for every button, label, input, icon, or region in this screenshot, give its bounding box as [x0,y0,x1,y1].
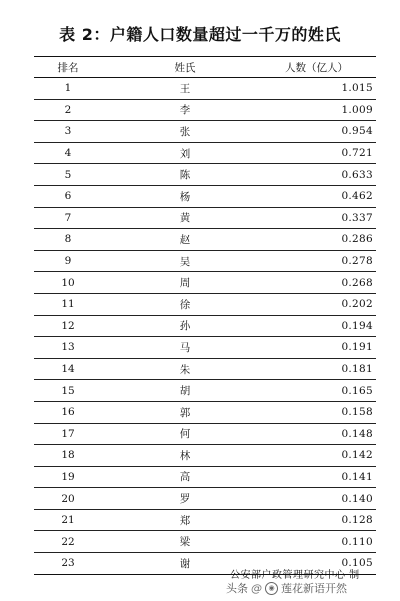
surname-table-container [34,56,376,575]
table-row [34,423,376,445]
table-row [34,207,376,229]
cell-rank: 8 [34,229,102,251]
cell-surname: 林 [102,445,268,467]
cell-rank: 14 [34,358,102,380]
table-row [34,185,376,207]
cell-surname: 周 [102,272,268,294]
table-row [34,272,376,294]
cell-population: 0.202 [268,293,376,315]
cell-surname: 高 [102,466,268,488]
table-row [34,229,376,251]
cell-surname: 孙 [102,315,268,337]
table-row [34,142,376,164]
cell-rank: 22 [34,531,102,553]
cell-surname: 李 [102,99,268,121]
cell-rank: 13 [34,337,102,359]
header-population: 人数（亿人） [268,57,376,78]
watermark-separator: @ [251,581,262,595]
table-row [34,164,376,186]
cell-surname: 徐 [102,293,268,315]
cell-rank: 19 [34,466,102,488]
cell-rank: 9 [34,250,102,272]
cell-rank: 16 [34,401,102,423]
table-row [34,78,376,100]
cell-rank: 18 [34,445,102,467]
table-row [34,466,376,488]
table-body [34,78,376,575]
cell-surname: 胡 [102,380,268,402]
cell-surname: 王 [102,78,268,100]
cell-surname: 梁 [102,531,268,553]
cell-surname: 张 [102,121,268,143]
cell-population: 0.165 [268,380,376,402]
cell-population: 0.191 [268,337,376,359]
cell-surname: 杨 [102,185,268,207]
watermark-author: 莲花新语开然 [281,582,347,595]
watermark [226,580,347,596]
cell-rank: 21 [34,509,102,531]
cell-rank: 2 [34,99,102,121]
table-row [34,509,376,531]
source-credit: 公安部户政管理研究中心 制 [230,570,360,581]
cell-rank: 3 [34,121,102,143]
table-row [34,401,376,423]
table-header-row [34,57,376,78]
table-row [34,445,376,467]
table-row [34,380,376,402]
cell-population: 0.954 [268,121,376,143]
cell-surname: 朱 [102,358,268,380]
cell-population: 0.268 [268,272,376,294]
surname-table [34,56,376,575]
table-row [34,358,376,380]
cell-surname: 黄 [102,207,268,229]
cell-population: 0.286 [268,229,376,251]
cell-population: 1.009 [268,99,376,121]
table-row [34,99,376,121]
cell-surname: 罗 [102,488,268,510]
table-row [34,315,376,337]
cell-rank: 5 [34,164,102,186]
account-icon: ◉ [265,582,278,595]
cell-population: 0.194 [268,315,376,337]
table-row [34,531,376,553]
cell-population: 0.278 [268,250,376,272]
cell-rank: 7 [34,207,102,229]
cell-population: 0.128 [268,509,376,531]
cell-surname: 陈 [102,164,268,186]
table-row [34,293,376,315]
cell-rank: 10 [34,272,102,294]
cell-surname: 吴 [102,250,268,272]
table-row [34,250,376,272]
cell-population: 0.181 [268,358,376,380]
cell-rank: 6 [34,185,102,207]
cell-rank: 1 [34,78,102,100]
cell-population: 0.337 [268,207,376,229]
cell-surname: 赵 [102,229,268,251]
cell-surname: 谢 [102,553,268,575]
watermark-platform: 头条 [226,582,248,595]
cell-population: 0.105 [268,553,376,575]
cell-population: 0.148 [268,423,376,445]
cell-rank: 20 [34,488,102,510]
cell-population: 0.462 [268,185,376,207]
cell-surname: 马 [102,337,268,359]
cell-population: 0.140 [268,488,376,510]
cell-surname: 郭 [102,401,268,423]
cell-rank: 11 [34,293,102,315]
cell-population: 0.633 [268,164,376,186]
table-row [34,488,376,510]
cell-population: 0.141 [268,466,376,488]
table-title: 表 2：户籍人口数量超过一千万的姓氏 [59,25,341,44]
cell-rank: 15 [34,380,102,402]
cell-population: 0.142 [268,445,376,467]
cell-rank: 23 [34,553,102,575]
cell-population: 1.015 [268,78,376,100]
cell-rank: 4 [34,142,102,164]
header-rank: 排名 [34,57,102,78]
cell-population: 0.721 [268,142,376,164]
cell-surname: 郑 [102,509,268,531]
table-row [34,337,376,359]
cell-population: 0.158 [268,401,376,423]
header-surname: 姓氏 [102,57,268,78]
cell-surname: 何 [102,423,268,445]
cell-rank: 17 [34,423,102,445]
cell-surname: 刘 [102,142,268,164]
cell-population: 0.110 [268,531,376,553]
table-row [34,121,376,143]
cell-rank: 12 [34,315,102,337]
